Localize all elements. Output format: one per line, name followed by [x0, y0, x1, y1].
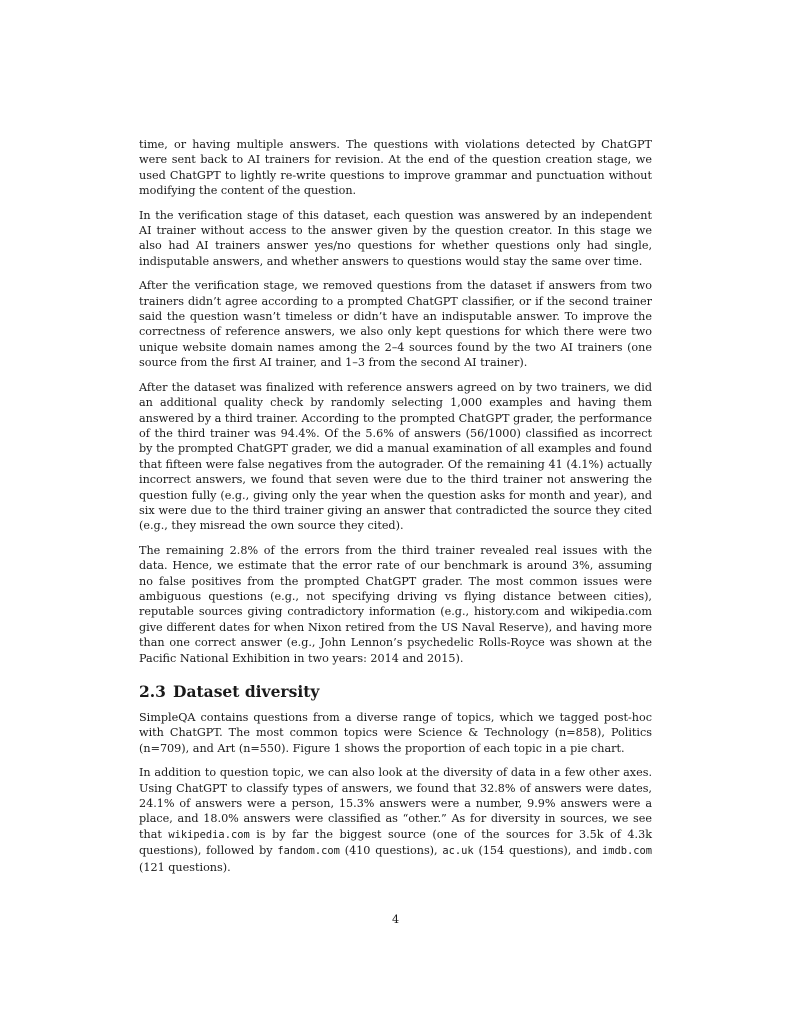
text-run: (121 questions).: [139, 860, 231, 874]
source-domain: wikipedia.com: [168, 828, 250, 841]
paragraph-filtering: After the verification stage, we removed questions from the dataset if answers from two trainers didn’t agree according to a prompted ChatGPT classifier, or if the second trainer said the question wasn’t timeless or didn’t have an indisputable answer. To improve the correctness of reference answers, we also only kept questions for which there were two unique website domain names among the 2–4 sources found by the two AI trainers (one source from the first AI trainer, and 1–3 from the second AI trainer).: [139, 279, 652, 370]
paragraph-answer-diversity: [139, 765, 652, 875]
page-number: 4: [391, 913, 400, 926]
text-run: (154 questions), and: [478, 844, 598, 858]
source-domain: ac.uk: [442, 845, 474, 858]
text-run: is by far the biggest source (one of the sources for 3.5k of 4.3k questions), followed by: [139, 827, 652, 858]
text-run: (410 questions),: [344, 844, 438, 858]
paragraph-error-rate: The remaining 2.8% of the errors from the third trainer revealed real issues with the data. Hence, we estimate that the error rate of our benchmark is around 3%, assuming no false positives from the prompted ChatGPT grader. The most common issues were ambiguous questions (e.g., not specifying driving vs flying distance between cities), reputable sources giving contradictory information (e.g., history.com and wikipedia.com give different dates for when Nixon retired from the US Naval Reserve), and having more than one correct answer (e.g., John Lennon’s psychedelic Rolls-Royce was shown at the Pacific National Exhibition in two years: 2014 and 2015).: [139, 543, 652, 665]
source-domain: fandom.com: [277, 845, 340, 858]
paragraph-quality-check: After the dataset was finalized with reference answers agreed on by two trainers, we did an additional quality check by randomly selecting 1,000 examples and having them answered by a third trainer. According to the prompted ChatGPT grader, the performance of the third trainer was 94.4%. Of the 5.6% of answers (56/1000) classified as incorrect by the prompted ChatGPT grader, we did a manual examination of all examples and found that fifteen were false negatives from the autograder. Of the remaining 41 (4.1%) actually incorrect answers, we found that seven were due to the third trainer not answering the question fully (e.g., giving only the year when the question asks for month and year), and six were due to the third trainer giving an answer that contradicted the source they cited (e.g., they misread the own source they cited).: [139, 380, 652, 533]
page-body: [139, 137, 652, 884]
section-title: Dataset diversity: [173, 682, 320, 701]
section-heading: [139, 682, 652, 701]
source-domain: imdb.com: [601, 845, 652, 858]
section-number: 2.3: [139, 682, 166, 701]
text-run: In addition to question topic, we can also look at the diversity of data in a few other axes. Using ChatGPT to classify types of answers, we found that 32.8% of answers were dates, 24.1% of answers were a person, 15.3% answers were a number, 9.9% answers were a place, and 18.0% answers were classified as “other.” As for diversity in sources, we see that: [139, 766, 652, 841]
paragraph-verification-stage: In the verification stage of this dataset, each question was answered by an independent AI trainer without access to the answer given by the question creator. In this stage we also had AI trainers answer yes/no questions for whether questions only had single, indisputable answers, and whether answers to questions would stay the same over time.: [139, 208, 652, 268]
paragraph-topics: SimpleQA contains questions from a diverse range of topics, which we tagged post-hoc with ChatGPT. The most common topics were Science & Technology (n=858), Politics (n=709), and Art (n=550). Figure 1 shows the proportion of each topic in a pie chart.: [139, 711, 652, 755]
paragraph-trainer-revision: time, or having multiple answers. The questions with violations detected by ChatGPT were sent back to AI trainers for revision. At the end of the question creation stage, we used ChatGPT to lightly re-write questions to improve grammar and punctuation without modifying the content of the question.: [139, 138, 652, 198]
